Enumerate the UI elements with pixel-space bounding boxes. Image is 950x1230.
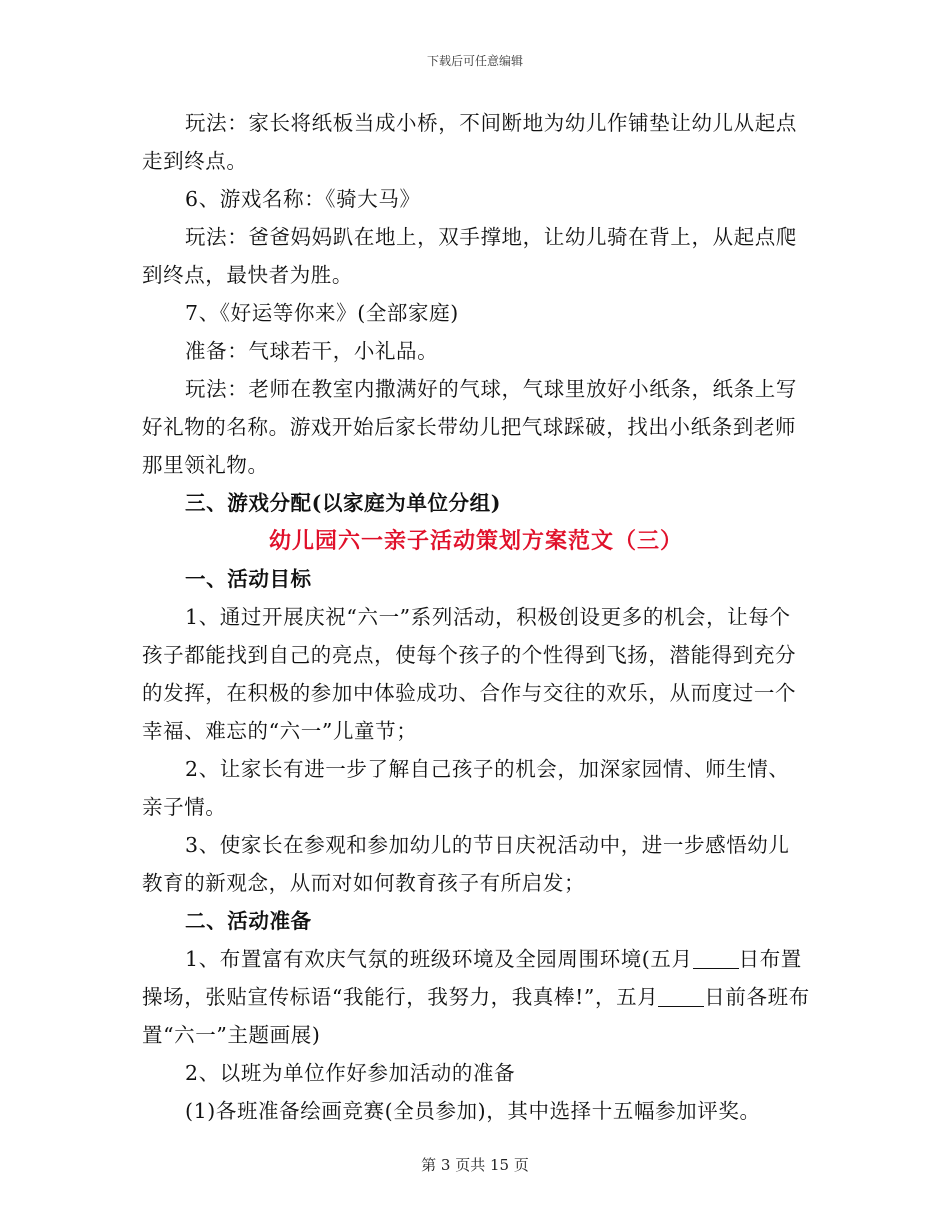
list-item — [142, 940, 810, 1054]
paragraph: 玩法：老师在教室内撒满好的气球，气球里放好小纸条，纸条上写好礼物的名称。游戏开始后家长带幼儿把气球踩破，找出小纸条到老师那里领礼物。 — [142, 377, 797, 477]
section-heading: 三、游戏分配(以家庭为单位分组) — [185, 491, 502, 515]
document-title: 幼儿园六一亲子活动策划方案范文（三） — [268, 528, 683, 554]
list-item: 3、使家长在参观和参加幼儿的节日庆祝活动中，进一步感悟幼儿教育的新观念，从而对如何教育孩子有所启发； — [142, 833, 790, 895]
list-item: (1)各班准备绘画竞赛(全员参加)，其中选择十五幅参加评奖。 — [185, 1099, 761, 1123]
blank-line — [658, 986, 704, 1008]
section-heading: 一、活动目标 — [185, 567, 312, 591]
paragraph: 6、游戏名称：《骑大马》 — [185, 187, 421, 211]
text-segment: 日布置操场，张贴宣传标语“我能行，我努力，我真棒!”，五月 — [142, 947, 802, 1009]
paragraph: 玩法：家长将纸板当成小桥，不间断地为幼儿作铺垫让幼儿从起点走到终点。 — [142, 111, 797, 173]
document-body — [142, 104, 810, 1130]
text-segment: 日前各班布置“六一”主题画展) — [142, 985, 810, 1047]
paragraph: 玩法：爸爸妈妈趴在地上，双手撑地，让幼儿骑在背上，从起点爬到终点，最快者为胜。 — [142, 225, 797, 287]
list-item: 1、通过开展庆祝“六一”系列活动，积极创设更多的机会，让每个孩子都能找到自己的亮点，使每个孩子的个性得到飞扬，潜能得到充分的发挥，在积极的参加中体验成功、合作与交往的欢乐，从而度过一个幸福、难忘的“六一”儿童节； — [142, 605, 797, 743]
list-item: 2、让家长有进一步了解自己孩子的机会，加深家园情、师生情、亲子情。 — [142, 757, 790, 819]
list-item: 2、以班为单位作好参加活动的准备 — [185, 1061, 516, 1085]
blank-line — [693, 948, 739, 970]
text-segment: 1、布置富有欢庆气氛的班级环境及全园周围环境(五月 — [185, 947, 693, 971]
page-footer: 第 3 页共 15 页 — [421, 1156, 529, 1174]
paragraph: 准备：气球若干，小礼品。 — [185, 339, 439, 363]
paragraph: 7、《好运等你来》(全部家庭) — [185, 301, 459, 325]
section-heading: 二、活动准备 — [185, 909, 312, 933]
page-header: 下载后可任意编辑 — [426, 54, 523, 68]
